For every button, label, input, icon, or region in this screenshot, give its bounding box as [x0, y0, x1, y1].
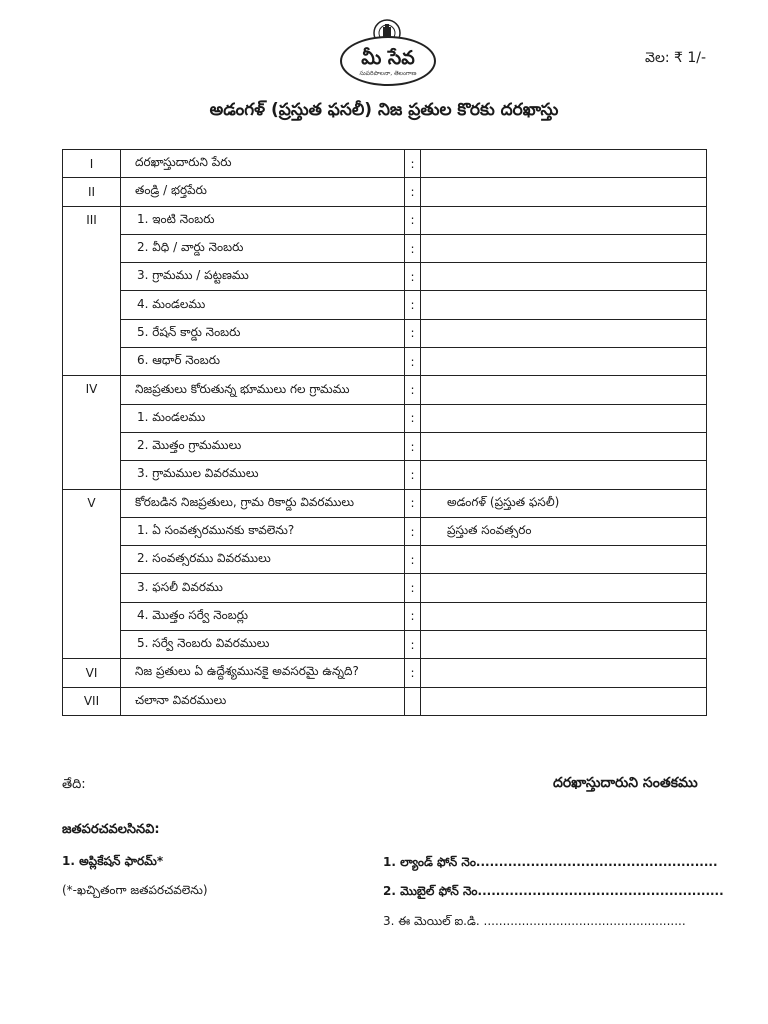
logo-tagline: సుపరిపాలనా, తెలంగాణ — [359, 70, 417, 77]
attachment-note: (*-ఖచ్చితంగా జతపరచవలెను) — [62, 883, 208, 897]
field-value[interactable] — [421, 291, 707, 319]
mobile-phone-field: 2. మొబైల్ ఫోన్ నెం...................................................... — [383, 884, 724, 898]
field-colon: : — [405, 150, 421, 178]
field-label: 2. సంవత్సరము వివరములు — [121, 546, 405, 574]
form-row — [63, 178, 707, 206]
field-value[interactable] — [421, 319, 707, 347]
field-value[interactable] — [421, 150, 707, 178]
form-row — [63, 348, 707, 376]
signature-label: దరఖాస్తుదారుని సంతకము — [553, 775, 698, 791]
form-row — [63, 687, 707, 715]
form-row — [63, 432, 707, 460]
field-colon: : — [405, 404, 421, 432]
field-label: నిజ ప్రతులు ఏ ఉద్దేశ్యమునకై అవసరమై ఉన్నది? — [121, 659, 405, 687]
logo-name: మీ సేవ — [361, 47, 415, 69]
field-value[interactable] — [421, 602, 707, 630]
row-number: I — [63, 150, 121, 178]
field-colon: : — [405, 432, 421, 460]
row-number: II — [63, 178, 121, 206]
field-value[interactable] — [421, 404, 707, 432]
field-label: చలానా వివరములు — [121, 687, 405, 715]
field-colon: : — [405, 659, 421, 687]
field-value[interactable] — [421, 263, 707, 291]
form-row — [63, 659, 707, 687]
mee-seva-logo — [334, 18, 440, 90]
form-row — [63, 319, 707, 347]
field-colon: : — [405, 376, 421, 404]
field-colon: : — [405, 178, 421, 206]
form-row — [63, 461, 707, 489]
form-row — [63, 517, 707, 545]
field-colon: : — [405, 348, 421, 376]
field-value[interactable] — [421, 432, 707, 460]
form-row — [63, 404, 707, 432]
field-colon: : — [405, 263, 421, 291]
email-id-field: 3. ఈ మెయిల్ ఐ.డి. ..................................................... — [383, 914, 686, 928]
field-value[interactable] — [421, 461, 707, 489]
field-label: 3. ఫసలీ వివరము — [121, 574, 405, 602]
field-value[interactable] — [421, 234, 707, 262]
row-number: III — [63, 206, 121, 376]
form-row — [63, 631, 707, 659]
field-value[interactable]: అడంగళ్ (ప్రస్తుత ఫసలీ) — [421, 489, 707, 517]
row-number: VI — [63, 659, 121, 687]
form-row — [63, 291, 707, 319]
field-label: 6. ఆధార్ నెంబరు — [121, 348, 405, 376]
field-value[interactable] — [421, 546, 707, 574]
field-label: 1. మండలము — [121, 404, 405, 432]
field-value[interactable] — [421, 178, 707, 206]
field-value[interactable]: ప్రస్తుత సంవత్సరం — [421, 517, 707, 545]
field-value[interactable] — [421, 574, 707, 602]
field-label: 3. గ్రామము / పట్టణము — [121, 263, 405, 291]
field-value[interactable] — [421, 687, 707, 715]
field-value[interactable] — [421, 348, 707, 376]
field-colon: : — [405, 574, 421, 602]
field-colon: : — [405, 206, 421, 234]
field-colon — [405, 687, 421, 715]
form-row — [63, 376, 707, 404]
field-value[interactable] — [421, 631, 707, 659]
field-label: 2. మొత్తం గ్రామములు — [121, 432, 405, 460]
field-label: 5. రేషన్ కార్డు నెంబరు — [121, 319, 405, 347]
field-colon: : — [405, 319, 421, 347]
field-colon: : — [405, 631, 421, 659]
field-label: 3. గ్రామముల వివరములు — [121, 461, 405, 489]
field-value[interactable] — [421, 659, 707, 687]
landline-phone-field: 1. ల్యాండ్ ఫోన్ నెం..................................................... — [383, 855, 718, 869]
field-label: 4. మొత్తం సర్వే నెంబర్లు — [121, 602, 405, 630]
attachments-heading: జతపరచవలసినవి: — [62, 822, 160, 837]
field-colon: : — [405, 489, 421, 517]
row-number: VII — [63, 687, 121, 715]
form-row — [63, 263, 707, 291]
form-price: వెల: ₹ 1/- — [645, 50, 707, 66]
field-label: 1. ఇంటి నెంబరు — [121, 206, 405, 234]
attachment-application-form: 1. అప్లికేషన్ ఫారమ్* — [62, 854, 164, 868]
field-value[interactable] — [421, 206, 707, 234]
field-label: కోరబడిన నిజప్రతులు, గ్రామ రికార్డు వివరములు — [121, 489, 405, 517]
field-label: నిజప్రతులు కోరుతున్న భూములు గల గ్రామము — [121, 376, 405, 404]
field-label: 5. సర్వే నెంబరు వివరములు — [121, 631, 405, 659]
form-row — [63, 234, 707, 262]
form-row — [63, 602, 707, 630]
form-row — [63, 546, 707, 574]
row-number: V — [63, 489, 121, 659]
field-colon: : — [405, 234, 421, 262]
form-row — [63, 206, 707, 234]
field-colon: : — [405, 461, 421, 489]
field-label: 4. మండలము — [121, 291, 405, 319]
row-number: IV — [63, 376, 121, 489]
application-form-table — [62, 149, 707, 716]
form-row — [63, 150, 707, 178]
field-colon: : — [405, 291, 421, 319]
form-row — [63, 574, 707, 602]
field-label: 2. వీధి / వార్డు నెంబరు — [121, 234, 405, 262]
field-colon: : — [405, 517, 421, 545]
form-row — [63, 489, 707, 517]
field-colon: : — [405, 546, 421, 574]
field-label: 1. ఏ సంవత్సరమునకు కావలెను? — [121, 517, 405, 545]
date-label: తేది: — [62, 777, 86, 792]
field-colon: : — [405, 602, 421, 630]
field-value[interactable] — [421, 376, 707, 404]
form-title: అడంగళ్ (ప్రస్తుత ఫసలీ) నిజ ప్రతుల కొరకు దరఖాస్తు — [209, 100, 559, 120]
field-label: దరఖాస్తుదారుని పేరు — [121, 150, 405, 178]
field-label: తండ్రి / భర్తపేరు — [121, 178, 405, 206]
